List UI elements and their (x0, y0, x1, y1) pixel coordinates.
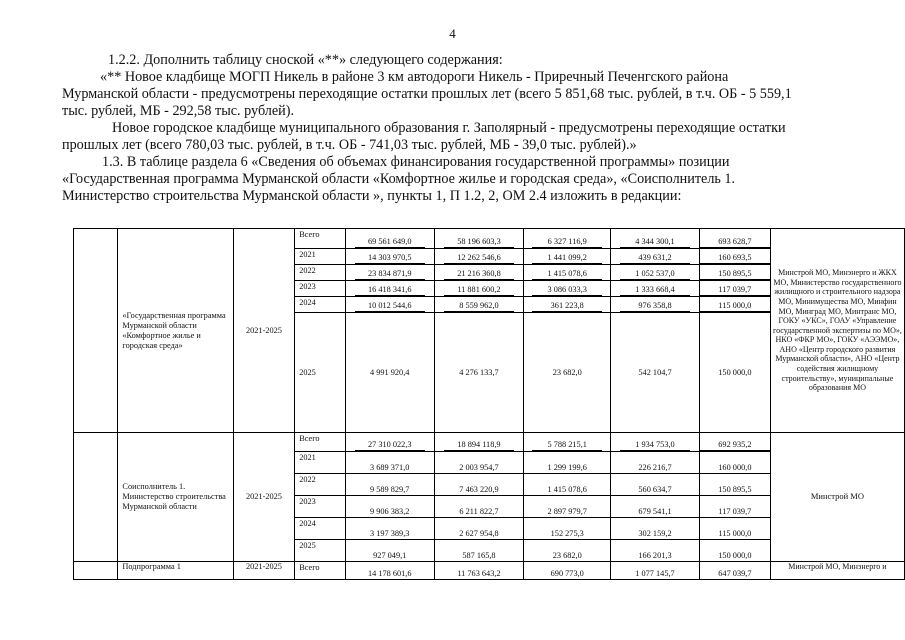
value-ob: 690 773,0 (550, 569, 584, 578)
value-fb: 587 165,8 (462, 551, 496, 560)
row-year: 2024 (295, 297, 346, 313)
value-fb: 2 627 954,8 (459, 529, 499, 538)
value-mb: 226 216,7 (638, 463, 672, 472)
value-ob: 23 682,0 (552, 551, 582, 560)
intro-line-6: прошлых лет (всего 780,03 тыс. рублей, в т.ч. ОБ - 741,03 тыс. рублей, МБ - 39,0 тыс. рублей).» (62, 137, 637, 153)
value-mb: 976 358,8 (620, 301, 690, 312)
value-fb: 4 276 133,7 (459, 367, 499, 377)
value-ob: 1 415 078,6 (532, 269, 602, 280)
value-ob: 5 788 215,1 (532, 440, 602, 451)
value-vb: 150 000,0 (718, 367, 752, 377)
value-vb: 150 895,5 (700, 269, 770, 280)
row-year: 2024 (295, 518, 346, 540)
value-mb: 4 344 300,1 (620, 237, 690, 248)
value-ob: 1 441 099,2 (532, 253, 602, 264)
row-year: 2023 (295, 496, 346, 518)
value-fb: 21 216 360,8 (444, 269, 514, 280)
value-total: 3 689 371,0 (370, 463, 410, 472)
value-ob: 152 275,3 (550, 529, 584, 538)
value-fb: 12 262 546,6 (444, 253, 514, 264)
table-row (74, 229, 905, 249)
value-total: 16 418 341,6 (355, 285, 425, 296)
financing-table (73, 228, 905, 580)
value-total: 14 178 601,6 (367, 569, 412, 578)
value-total: 69 561 649,0 (355, 237, 425, 248)
value-fb: 58 196 603,3 (444, 237, 514, 248)
table-row (74, 433, 905, 452)
value-vb: 647 039,7 (718, 569, 752, 578)
value-vb: 150 895,5 (718, 485, 752, 494)
program-executor: Минстрой МО, Минэнерго и ЖКХ МО, Министерство государственного жилищного и строительного надзора МО, Минимущества МО, Минфин МО, Минград МО, Минтранс МО, ГОКУ «УКС», ГОАУ «Управление государственной экспертизы по МО», НКО «ФКР МО», ГОКУ «АЭЭМО», АНО «Центр городского развития Мурманской области», АНО «Центр содействия жилищному строительству», муниципальные образования МО (770, 229, 904, 433)
value-total: 10 012 544,6 (355, 301, 425, 312)
intro-block (62, 52, 850, 205)
value-ob: 2 897 979,7 (547, 507, 587, 516)
value-mb: 166 201,3 (638, 551, 672, 560)
value-vb: 693 628,7 (700, 237, 770, 248)
program-period: 2021-2025 (233, 229, 294, 433)
value-vb: 160 693,5 (700, 253, 770, 264)
value-mb: 1 077 145,7 (635, 569, 675, 578)
value-fb: 8 559 962,0 (444, 301, 514, 312)
row-year: 2023 (295, 281, 346, 297)
intro-line-1: 1.2.2. Дополнить таблицу сноской «**» следующего содержания: (108, 52, 503, 68)
value-total: 9 906 383,2 (370, 507, 410, 516)
value-mb: 1 934 753,0 (620, 440, 690, 451)
row-year: 2021 (295, 452, 346, 474)
subprogram-name: Подпрограмма 1 (118, 562, 233, 580)
row-year: 2025 (295, 540, 346, 562)
value-ob: 361 223,8 (532, 301, 602, 312)
value-fb: 18 894 118,9 (444, 440, 514, 451)
row-year: Всего (295, 562, 346, 580)
value-total: 3 197 389,3 (370, 529, 410, 538)
row-year: 2022 (295, 474, 346, 496)
empty-cell (74, 229, 118, 433)
intro-line-9: Министерство строительства Мурманской области », пункты 1, П 1.2, 2, ОМ 2.4 изложить в редакции: (62, 188, 682, 204)
coexecutor-name: Соисполнитель 1. Министерство строительства Мурманской области (118, 433, 233, 562)
coexecutor-executor: Минстрой МО (770, 433, 904, 562)
intro-line-8: «Государственная программа Мурманской области «Комфортное жилье и городская среда», «Соисполнитель 1. (62, 171, 736, 187)
value-ob: 6 327 116,9 (532, 237, 602, 248)
value-fb: 11 763 643,2 (457, 569, 501, 578)
value-fb: 7 463 220,9 (459, 485, 499, 494)
value-mb: 1 052 537,0 (620, 269, 690, 280)
value-total: 4 991 920,4 (370, 367, 410, 377)
value-fb: 2 003 954,7 (459, 463, 499, 472)
value-vb: 115 000,0 (718, 529, 752, 538)
row-year: 2025 (295, 313, 346, 433)
empty-cell (74, 562, 118, 580)
value-mb: 302 159,2 (638, 529, 672, 538)
value-total: 9 589 829,7 (370, 485, 410, 494)
value-total: 14 303 970,5 (355, 253, 425, 264)
intro-line-2: «** Новое кладбище МОГП Никель в районе 3 км автодороги Никель - Приречный Печенгского района (100, 69, 729, 85)
value-total: 927 049,1 (373, 551, 407, 560)
value-vb: 692 935,2 (700, 440, 770, 451)
subprogram-period: 2021-2025 (233, 562, 294, 580)
empty-cell (74, 433, 118, 562)
value-mb: 560 634,7 (638, 485, 672, 494)
value-fb: 6 211 822,7 (459, 507, 499, 516)
table-row (74, 562, 905, 580)
value-ob: 1 415 078,6 (547, 485, 587, 494)
value-mb: 1 333 668,4 (620, 285, 690, 296)
value-vb: 150 000,0 (718, 551, 752, 560)
intro-line-5: Новое городское кладбище муниципального образования г. Заполярный - предусмотрены переходящие остатки (112, 120, 786, 136)
row-year: Всего (295, 433, 346, 452)
value-mb: 542 104,7 (638, 367, 672, 377)
row-year: Всего (295, 229, 346, 249)
subprogram-executor: Минстрой МО, Минэнерго и (770, 562, 904, 580)
value-fb: 11 881 600,2 (444, 285, 514, 296)
intro-line-3: Мурманской области - предусмотрены переходящие остатки прошлых лет (всего 5 851,68 тыс. рублей, в т.ч. ОБ - 5 559,1 (62, 86, 792, 102)
row-year: 2021 (295, 249, 346, 265)
value-vb: 117 039,7 (700, 285, 770, 296)
value-vb: 115 000,0 (700, 301, 770, 312)
value-vb: 117 039,7 (718, 507, 752, 516)
intro-line-4: тыс. рублей, МБ - 292,58 тыс. рублей). (62, 103, 295, 119)
intro-line-7: 1.3. В таблице раздела 6 «Сведения об объемах финансирования государственной программы» позиции (102, 154, 730, 170)
value-vb: 160 000,0 (718, 463, 752, 472)
value-ob: 3 086 033,3 (532, 285, 602, 296)
page-number: 4 (449, 26, 456, 41)
program-name: «Государственная программа Мурманской области «Комфортное жилье и городская среда» (118, 229, 233, 433)
value-mb: 679 541,1 (638, 507, 672, 516)
value-total: 23 834 871,9 (355, 269, 425, 280)
value-ob: 1 299 199,6 (547, 463, 587, 472)
value-ob: 23 682,0 (552, 367, 582, 377)
value-mb: 439 631,2 (620, 253, 690, 264)
value-total: 27 310 022,3 (355, 440, 425, 451)
row-year: 2022 (295, 265, 346, 281)
coexecutor-period: 2021-2025 (233, 433, 294, 562)
